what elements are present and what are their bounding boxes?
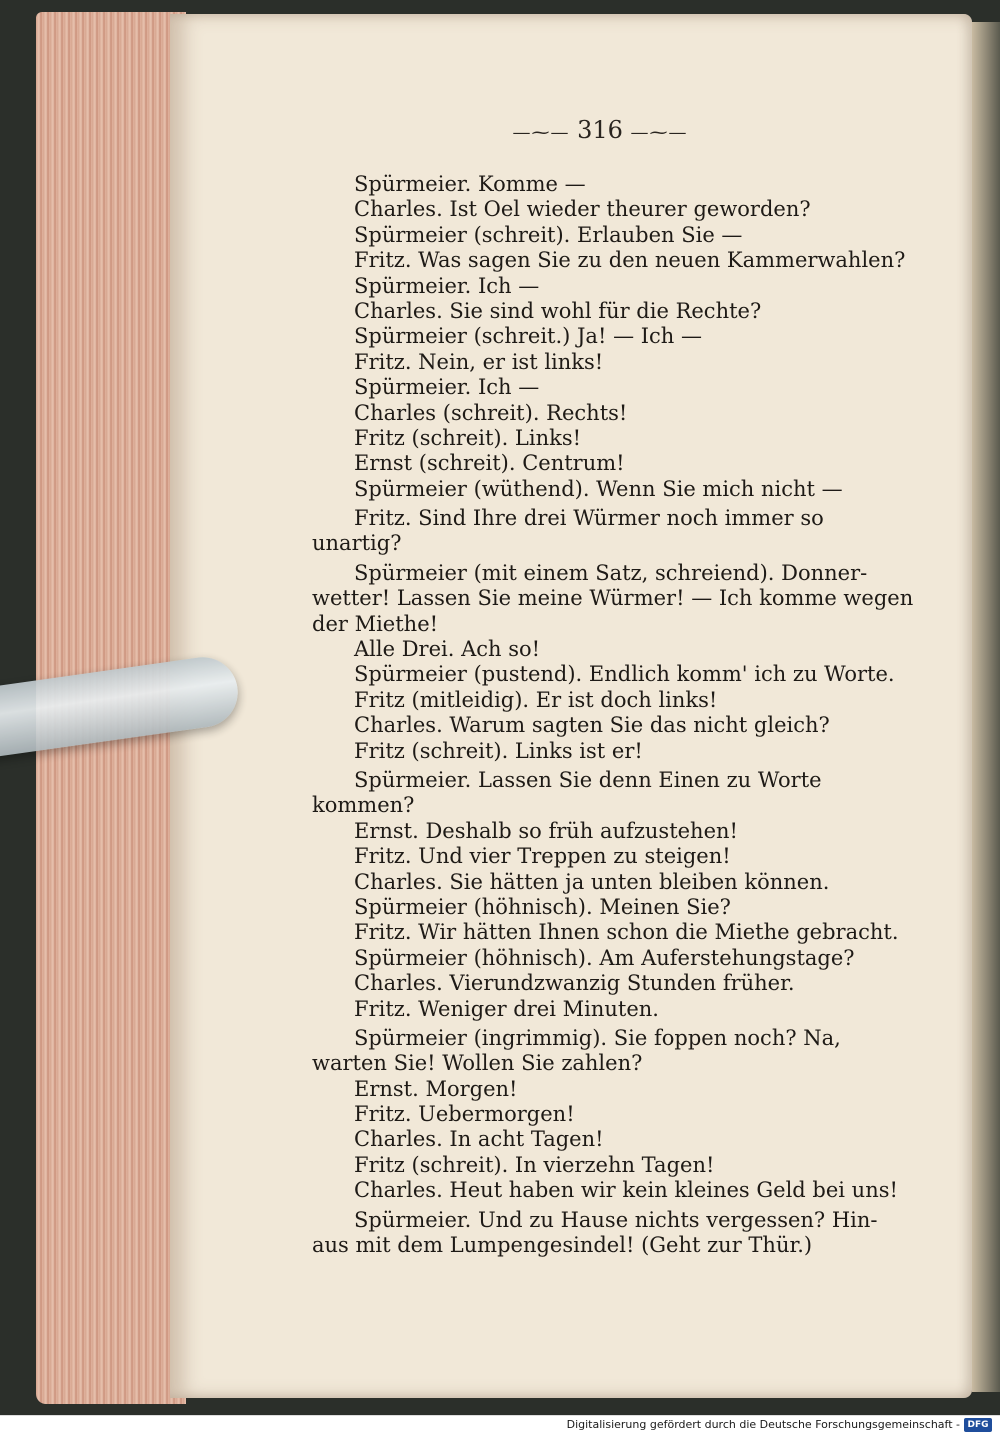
text-line: Spürmeier (wüthend). Wenn Sie mich nicht — — [354, 476, 843, 501]
text-line: Charles. Heut haben wir kein kleines Geld bei uns! — [354, 1178, 898, 1203]
text-line: unartig? — [312, 531, 402, 556]
text-line: Charles. In acht Tagen! — [354, 1127, 604, 1152]
text-line: Spürmeier (pustend). Endlich komm' ich zu Worte. — [354, 662, 895, 687]
text-line: Spürmeier. Ich — — [354, 375, 540, 400]
text-line: Fritz. Nein, er ist links! — [354, 349, 604, 374]
footer-credit: Digitalisierung gefördert durch die Deutsche Forschungsgemeinschaft - — [566, 1418, 960, 1431]
text-line: Spürmeier. Komme — — [354, 172, 586, 196]
text-line: Fritz (schreit). Links! — [354, 425, 582, 450]
text-line: Fritz (mitleidig). Er ist doch links! — [354, 687, 718, 712]
text-line: Charles. Sie sind wohl für die Rechte? — [354, 298, 762, 323]
text-line: Spürmeier (ingrimmig). Sie foppen noch? Na, — [354, 1025, 841, 1050]
text-line: Fritz. Weniger drei Minuten. — [354, 996, 659, 1021]
text-line: Charles. Sie hätten ja unten bleiben können. — [354, 869, 830, 894]
dialogue-text — [312, 172, 918, 1258]
dfg-logo-icon: DFG — [964, 1418, 992, 1432]
text-line: Spürmeier. Lassen Sie denn Einen zu Worte — [354, 767, 822, 792]
text-line: Ernst (schreit). Centrum! — [354, 451, 625, 476]
header-ornament-right: —⁓— — [630, 122, 688, 143]
text-line: Spürmeier (mit einem Satz, schreiend). Donner- — [354, 560, 868, 585]
text-line: Spürmeier (schreit.) Ja! — Ich — — [354, 324, 702, 349]
text-line: Fritz (schreit). Links ist er! — [354, 738, 643, 763]
text-line: Fritz. Und vier Treppen zu steigen! — [354, 844, 731, 869]
text-line: Spürmeier (höhnisch). Am Auferstehungstage? — [354, 945, 855, 970]
text-line: kommen? — [312, 793, 415, 818]
page-gutter-shadow — [972, 22, 1000, 1392]
text-line: Spürmeier. Und zu Hause nichts vergessen? Hin- — [354, 1207, 878, 1232]
page-header — [470, 116, 730, 144]
text-line: Alle Drei. Ach so! — [354, 637, 541, 662]
text-line: Fritz. Wir hätten Ihnen schon die Miethe gebracht. — [354, 920, 899, 945]
text-line: wetter! Lassen Sie meine Würmer! — Ich komme wegen — [312, 586, 914, 611]
text-line: warten Sie! Wollen Sie zahlen? — [312, 1051, 643, 1076]
text-line: Fritz. Was sagen Sie zu den neuen Kammerwahlen? — [354, 248, 906, 273]
text-line: Fritz (schreit). In vierzehn Tagen! — [354, 1152, 715, 1177]
text-line: Ernst. Morgen! — [354, 1076, 518, 1101]
text-line: Ernst. Deshalb so früh aufzustehen! — [354, 818, 738, 843]
text-line: Fritz. Uebermorgen! — [354, 1102, 575, 1127]
text-line: Fritz. Sind Ihre drei Würmer noch immer so — [354, 506, 824, 531]
text-line: Charles (schreit). Rechts! — [354, 400, 628, 425]
text-line: Charles. Ist Oel wieder theurer geworden? — [354, 197, 811, 222]
text-line: Spürmeier. Ich — — [354, 273, 540, 298]
page-number: 316 — [577, 116, 623, 144]
text-line: der Miethe! — [312, 611, 439, 636]
text-line: Spürmeier (schreit). Erlauben Sie — — [354, 222, 743, 247]
text-line: aus mit dem Lumpengesindel! (Geht zur Thür.) — [312, 1233, 813, 1258]
footer-bar — [0, 1415, 1000, 1436]
header-ornament-left: —⁓— — [512, 122, 570, 143]
text-line: Charles. Vierundzwanzig Stunden früher. — [354, 971, 795, 996]
text-line: Charles. Warum sagten Sie das nicht gleich? — [354, 713, 830, 738]
text-line: Spürmeier (höhnisch). Meinen Sie? — [354, 894, 731, 919]
